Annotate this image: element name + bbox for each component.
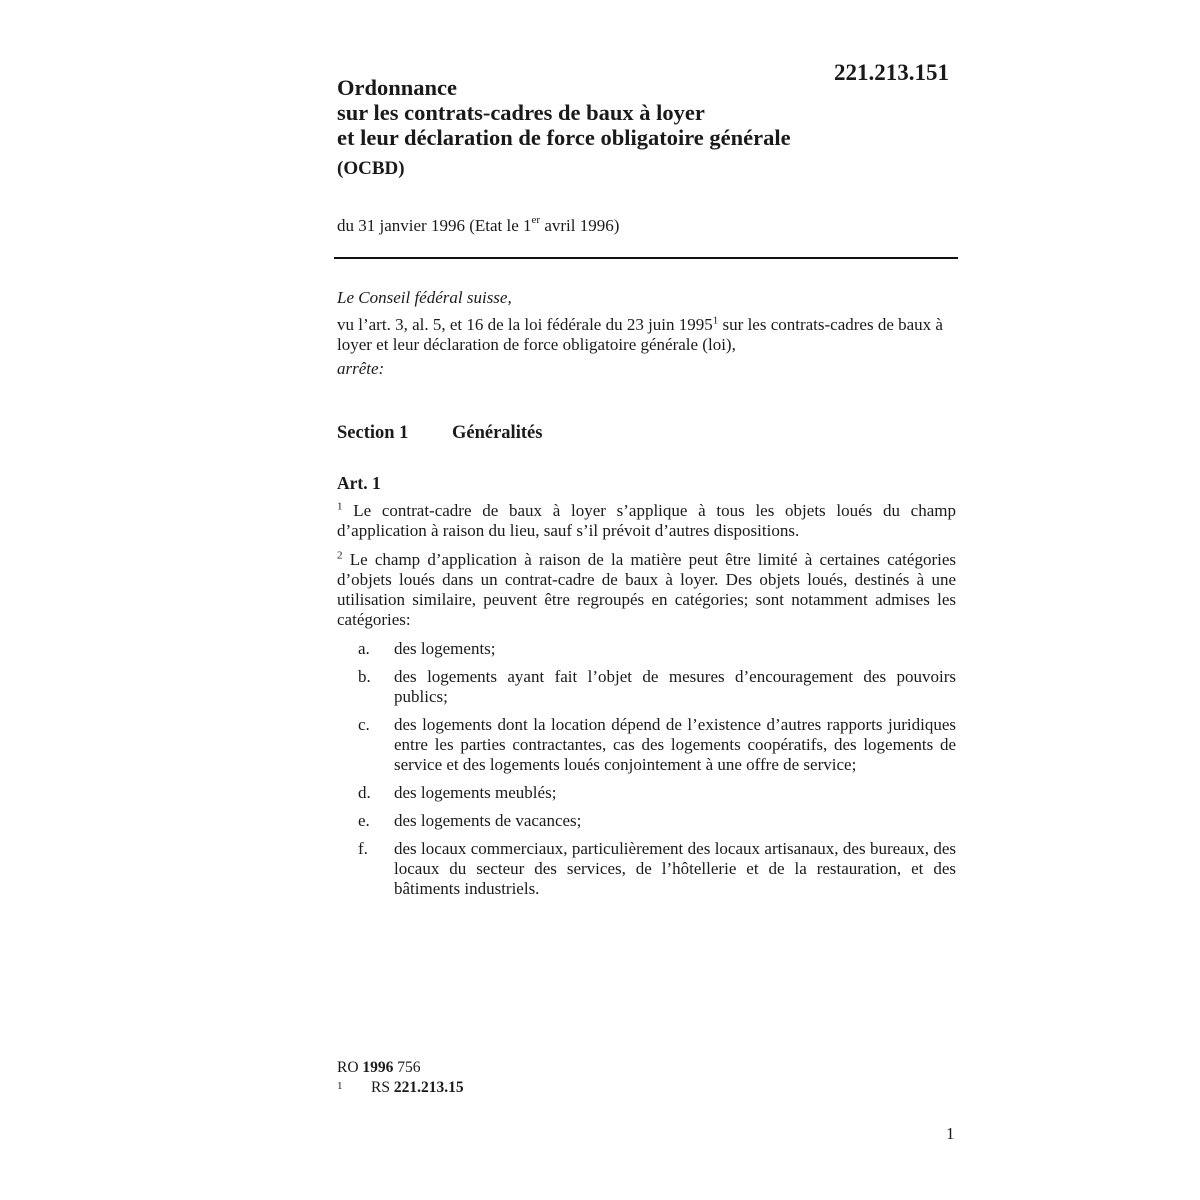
section-label: Section 1 [337,423,409,443]
list-text: des logements meublés; [394,783,557,802]
list-text: des logements ayant fait l’objet de mesures d’encouragement des pouvoirs publics; [394,667,956,706]
footnotes [337,1058,464,1098]
list-item [337,715,956,775]
preamble-basis-text-end: sur les contrats-cadres de baux à loyer et leur déclaration de force obligatoire générale (loi), [337,315,943,354]
list-text: des logements; [394,639,496,658]
list-item [337,667,956,707]
ro-prefix: RO [337,1059,363,1076]
list-text: des logements dont la location dépend de l’existence d’autres rapports juridiques entre les parties contractantes, cas des logements coopératifs, des logements de service et des logements loués conjointement à une offre de service; [394,715,956,774]
title-line-2: sur les contrats-cadres de baux à loyer [337,100,705,125]
section-heading [337,423,542,444]
date-superscript: er [531,214,541,227]
ro-reference [337,1058,464,1078]
footnote-mark: 1 [337,1080,343,1092]
preamble-decree: arrête: [337,359,385,378]
list-item [337,839,956,899]
list-marker: b. [358,667,371,686]
list-marker: f. [358,839,368,858]
list-item [337,639,956,659]
date-text-end: avril 1996) [540,216,620,235]
title-abbreviation: (OCBD) [337,158,405,179]
list-marker: a. [358,639,370,658]
paragraph-text: Le champ d’application à raison de la matière peut être limité à certaines catégories d’objets loués dans un contrat-cadre de baux à loyer. Des objets loués, destinés à une utilisation similaire, peuvent être regroupés en catégories; sont notamment admises les catégories: [337,550,956,629]
list-marker: c. [358,715,370,734]
article-paragraph-2 [337,550,956,630]
footnote-reference[interactable]: 221.213.15 [393,1079,464,1096]
preamble-authority: Le Conseil fédéral suisse, [337,288,512,307]
footnote-prefix: RS [371,1079,394,1096]
date-line [337,216,619,236]
paragraph-number: 2 [337,549,343,562]
sr-number: 221.213.151 [834,60,949,85]
list-item [337,783,956,803]
header-divider [334,257,958,259]
list-text: des locaux commerciaux, particulièrement des locaux artisanaux, des bureaux, des locaux du secteur des services, de l’hôtellerie et de la restauration, et des bâtiments industriels. [394,839,956,898]
list-marker: d. [358,783,371,802]
article-body [337,501,956,907]
paragraph-text: Le contrat-cadre de baux à loyer s’applique à tous les objets loués du champ d’application à raison du lieu, sauf s’il prévoit d’autres dispositions. [337,501,956,540]
section-title: Généralités [452,423,543,443]
date-text: du 31 janvier 1996 (Etat le 1 [337,216,532,235]
preamble-basis-text: vu l’art. 3, al. 5, et 16 de la loi fédérale du 23 juin 1995 [337,315,713,334]
ro-year: 1996 [362,1059,394,1076]
document-title [337,75,937,181]
title-line-1: Ordonnance [337,75,458,100]
article-heading: Art. 1 [337,473,381,493]
footnote-ref-1[interactable]: 1 [712,314,719,327]
page-number: 1 [946,1124,955,1143]
article-paragraph-1 [337,501,956,541]
preamble [337,288,957,379]
footnote-1 [337,1078,464,1098]
list-item [337,811,956,831]
list-text: des logements de vacances; [394,811,582,830]
list-marker: e. [358,811,370,830]
title-line-3: et leur déclaration de force obligatoire générale [337,125,791,150]
preamble-basis [337,315,957,355]
category-list [337,639,956,899]
paragraph-number: 1 [337,500,343,513]
ro-page: 756 [393,1059,421,1076]
